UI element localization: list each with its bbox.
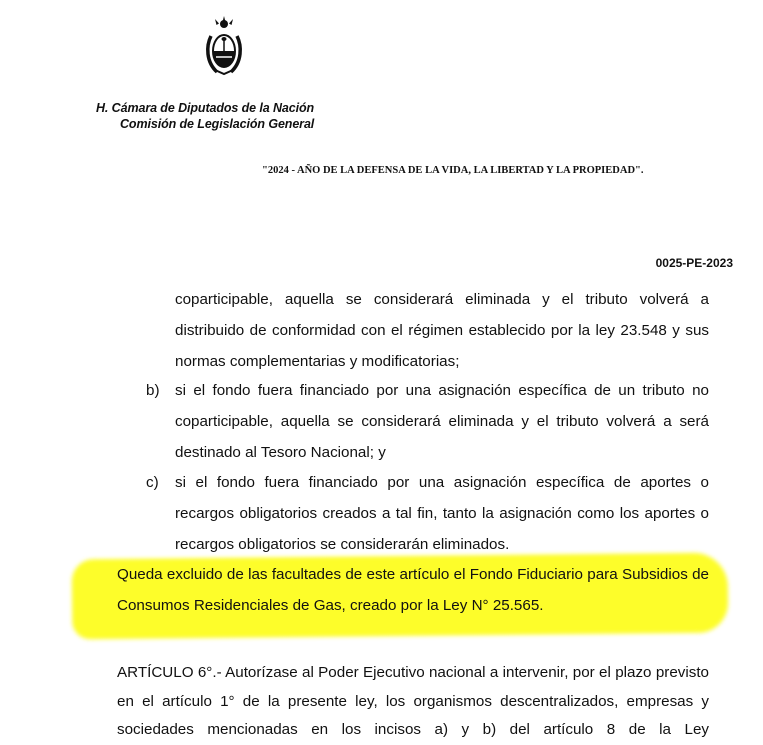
year-motto: "2024 - AÑO DE LA DEFENSA DE LA VIDA, LA LIBERTAD Y LA PROPIEDAD".: [262, 165, 644, 176]
chamber-name: H. Cámara de Diputados de la Nación: [96, 101, 315, 115]
commission-name: Comisión de Legislación General: [120, 117, 315, 131]
continued-paragraph: coparticipable, aquella se considerará eliminada y el tributo volverá a distribuido de conformidad con el régimen establecido por la ley 23.548 y sus normas complementarias y modificatorias;: [175, 291, 709, 370]
item-b-text: si el fondo fuera financiado por una asignación específica de un tributo no coparticipable, aquella se considerará eliminada y el tributo volverá a será destinado al Tesoro Nacional; y: [175, 382, 709, 461]
chamber-heading: [96, 100, 314, 132]
item-c-marker: c): [146, 474, 159, 491]
item-b-marker: b): [146, 382, 160, 399]
document-number: 0025-PE-2023: [655, 256, 733, 270]
item-c-text: si el fondo fuera financiado por una asignación específica de aportes o recargos obligatorios creados a tal fin, tanto la asignación como los aportes o recargos obligatorios se considerarán eliminados.: [175, 474, 709, 553]
article-6-paragraph: ARTÍCULO 6°.- Autorízase al Poder Ejecutivo nacional a intervenir, por el plazo previsto en el artículo 1° de la presente ley, los organismos descentralizados, empresas y sociedades mencionadas en los incisos a) y b) del artículo 8 de la Ley: [117, 664, 709, 738]
coat-of-arms-icon: [203, 14, 245, 78]
highlighted-paragraph: Queda excluido de las facultades de este artículo el Fondo Fiduciario para Subsidios de Consumos Residenciales de Gas, creado por la Ley N° 25.565.: [117, 566, 709, 614]
